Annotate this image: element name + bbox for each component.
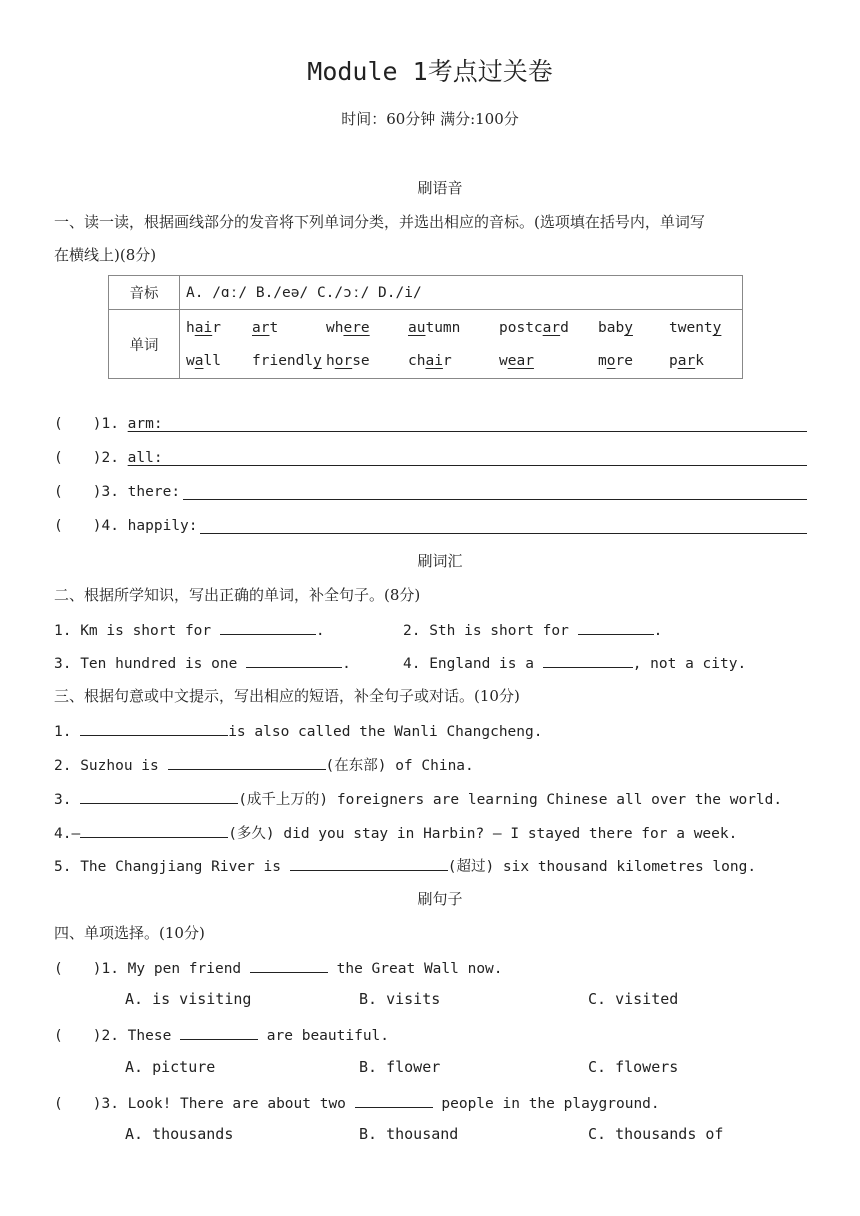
answer-line-3[interactable] — [183, 499, 807, 500]
word-autumn: autumn — [408, 320, 461, 336]
part4-q3: ( )3. Look! There are about two people in the playground. — [54, 1092, 660, 1112]
word-friendly: friendly — [252, 353, 322, 369]
blank[interactable] — [80, 720, 228, 736]
blank[interactable] — [180, 1024, 258, 1040]
part3-q2: 2. Suzhou is (在东部) of China. — [54, 754, 474, 775]
blank[interactable] — [355, 1092, 433, 1108]
section-heading-sentences: 刷句子 — [417, 890, 463, 908]
blank[interactable] — [290, 855, 448, 871]
words-label: 单词 — [109, 310, 180, 379]
part3-q4: 4.— (多久) did you stay in Harbin? — I stayed there for a week. — [54, 822, 737, 843]
part3-q5: 5. The Changjiang River is (超过) six thousand kilometres long. — [54, 855, 756, 876]
blank[interactable] — [80, 788, 238, 804]
part3-q1: 1. is also called the Wanli Changcheng. — [54, 720, 542, 740]
answer-line-1[interactable] — [162, 431, 807, 432]
blank[interactable] — [543, 652, 633, 668]
word-baby: baby — [598, 320, 633, 336]
part3-q3: 3. (成千上万的) foreigners are learning Chinese all over the world. — [54, 788, 782, 809]
answer-line-4[interactable] — [200, 533, 807, 534]
symbols-cell: A. /ɑː/ B./eə/ C./ɔː/ D./i/ — [180, 276, 743, 310]
option-a[interactable]: A. is visiting — [125, 990, 252, 1008]
part4-instruction: 四、单项选择。(10分) — [54, 924, 205, 942]
option-b[interactable]: B. thousand — [359, 1125, 459, 1143]
part2-q2: 2. Sth is short for . — [403, 619, 662, 639]
blank[interactable] — [80, 822, 228, 838]
symbols-label: 音标 — [109, 276, 180, 310]
blank[interactable] — [168, 754, 326, 770]
word-hair: hair — [186, 320, 221, 336]
part2-q1: 1. Km is short for . — [54, 619, 325, 639]
part1-item-1: ( )1. arm: — [54, 416, 163, 432]
page-title: Module 1考点过关卷 — [307, 57, 553, 86]
blank[interactable] — [578, 619, 654, 635]
word-postcard: postcard — [499, 320, 569, 336]
option-c[interactable]: C. flowers — [588, 1058, 679, 1076]
option-a[interactable]: A. thousands — [125, 1125, 234, 1143]
part2-q4: 4. England is a , not a city. — [403, 652, 746, 672]
word-where: where — [326, 320, 370, 336]
option-b[interactable]: B. visits — [359, 990, 441, 1008]
section-heading-vocab: 刷词汇 — [417, 552, 463, 570]
word-chair: chair — [408, 353, 452, 369]
part1-instruction: 一、读一读，根据画线部分的发音将下列单词分类，并选出相应的音标。(选项填在括号内，单词写 — [54, 213, 705, 231]
word-horse: horse — [326, 353, 370, 369]
section-heading-phonics: 刷语音 — [417, 179, 463, 197]
part1-item-3: ( )3. there: — [54, 484, 181, 500]
exam-info: 时间：60分钟 满分:100分 — [341, 110, 519, 128]
option-c[interactable]: C. thousands of — [588, 1125, 724, 1143]
word-wear: wear — [499, 353, 534, 369]
part1-item-2: ( )2. all: — [54, 450, 163, 466]
blank[interactable] — [246, 652, 342, 668]
answer-line-2[interactable] — [162, 465, 807, 466]
part3-instruction: 三、根据句意或中文提示，写出相应的短语，补全句子或对话。(10分) — [54, 687, 520, 705]
part1-item-4: ( )4. happily: — [54, 518, 198, 534]
part4-q2: ( )2. These are beautiful. — [54, 1024, 389, 1044]
option-b[interactable]: B. flower — [359, 1058, 441, 1076]
option-c[interactable]: C. visited — [588, 990, 679, 1008]
part1-instruction-cont: 在横线上)(8分) — [54, 246, 157, 264]
phonics-table — [108, 275, 743, 379]
word-twenty: twenty — [669, 320, 722, 336]
word-art: art — [252, 320, 279, 336]
word-wall: wall — [186, 353, 221, 369]
option-a[interactable]: A. picture — [125, 1058, 216, 1076]
word-more: more — [598, 353, 633, 369]
word-park: park — [669, 353, 704, 369]
part4-q1: ( )1. My pen friend the Great Wall now. — [54, 957, 503, 977]
words-cell — [180, 310, 743, 379]
part2-q3: 3. Ten hundred is one . — [54, 652, 351, 672]
blank[interactable] — [220, 619, 316, 635]
part2-instruction: 二、根据所学知识，写出正确的单词，补全句子。(8分) — [54, 586, 421, 604]
blank[interactable] — [250, 957, 328, 973]
